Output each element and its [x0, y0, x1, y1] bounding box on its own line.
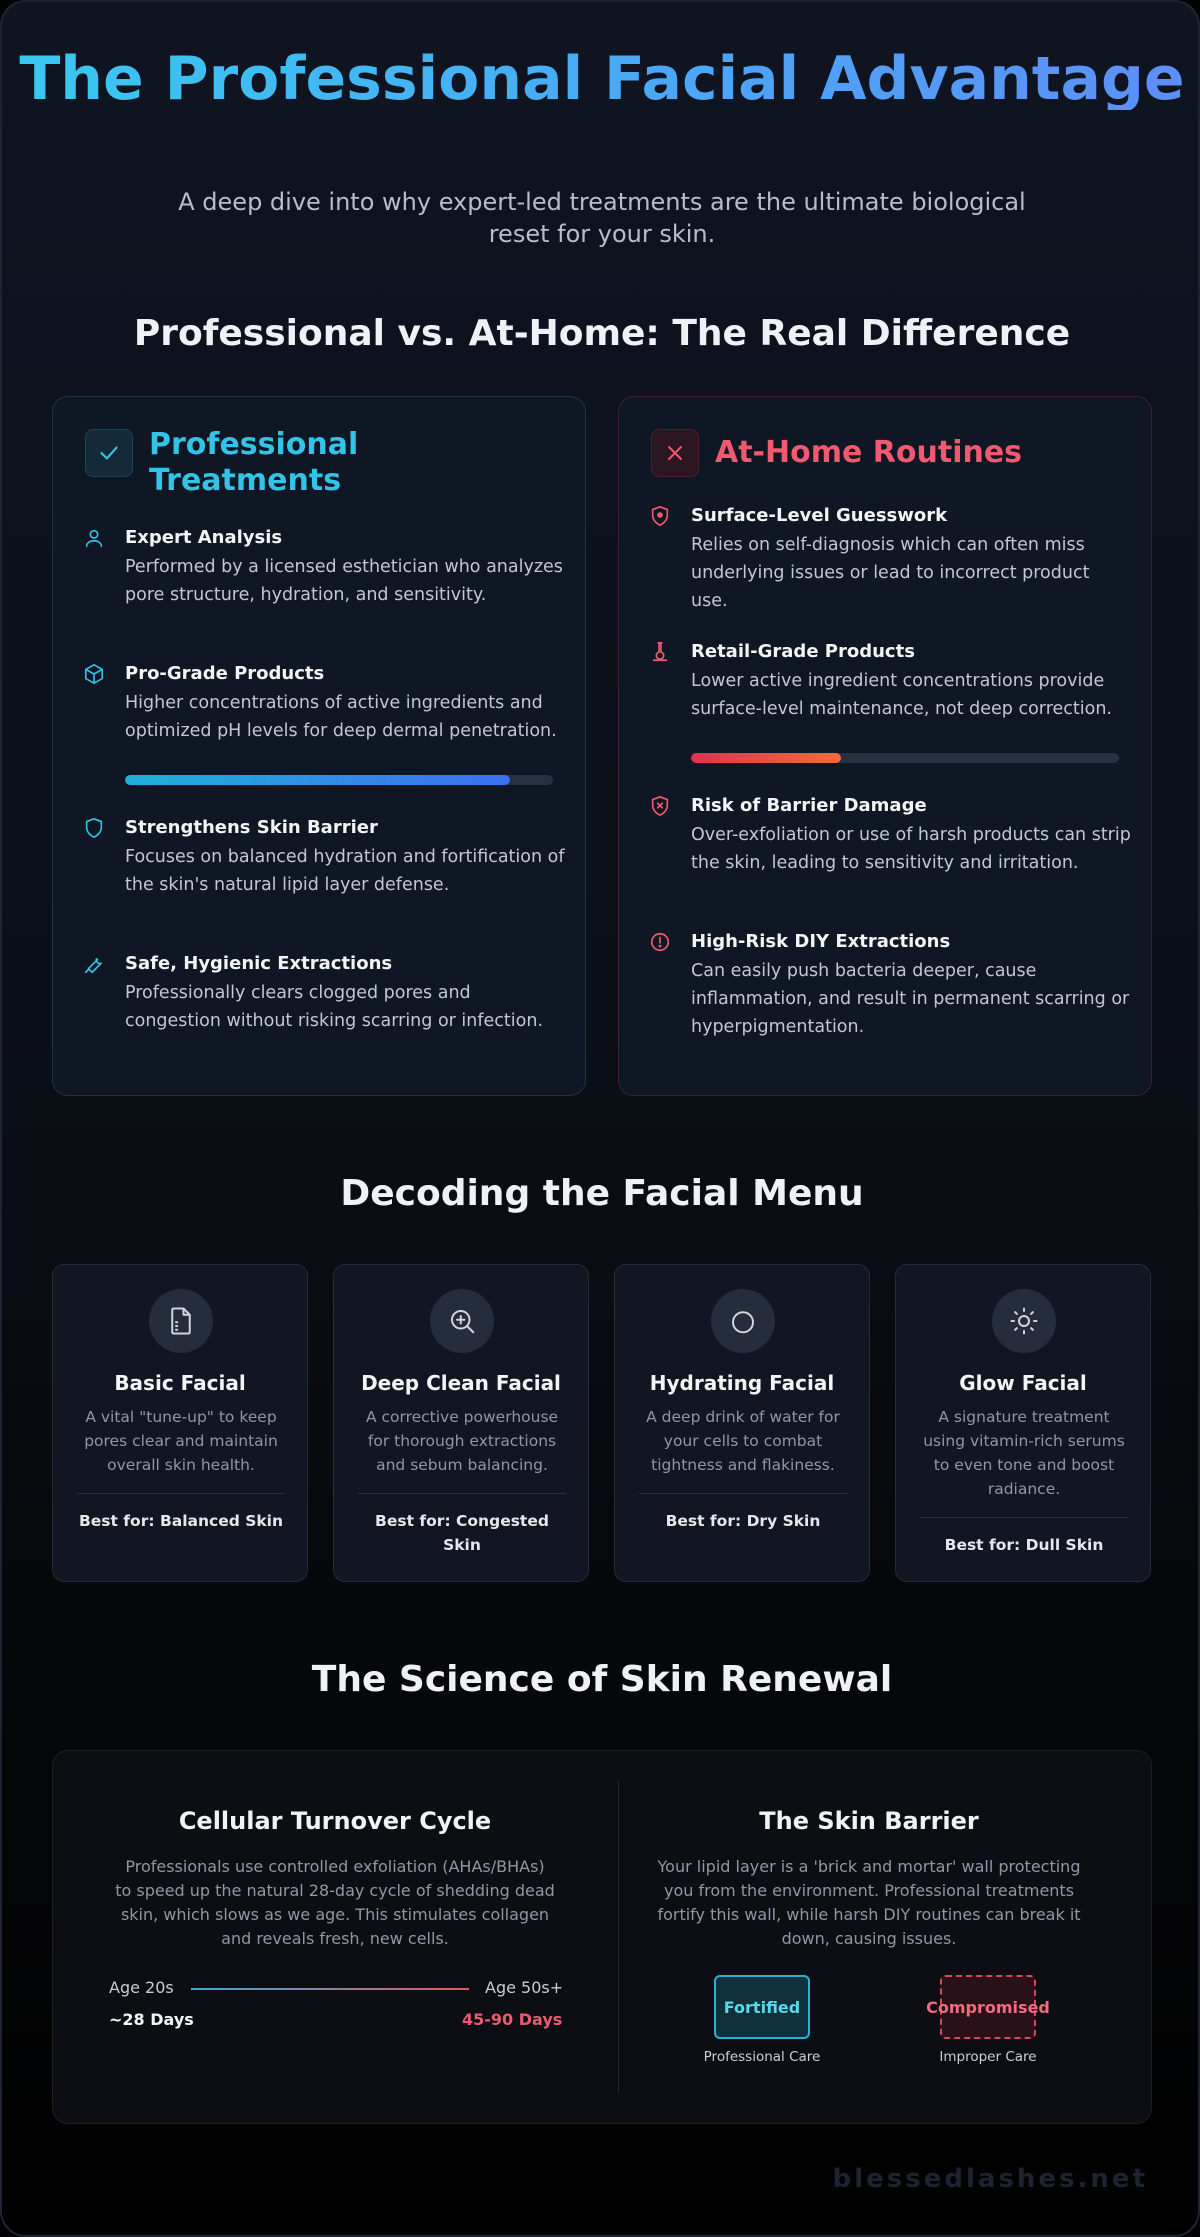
turnover-desc: Professionals use controlled exfoliation (AHAs/BHAs) to speed up the natural 28-day cycle of shedding dead skin, which slows as we age. This stimulates collagen and reveals fresh, new cells.: [115, 1857, 555, 1948]
compromised-caption: Improper Care: [939, 2049, 1037, 2065]
potency-bar: [125, 775, 553, 785]
feature-title: Retail-Grade Products: [691, 641, 915, 662]
potency-bar: [691, 753, 1119, 763]
zoom-in-icon: [430, 1289, 494, 1353]
menu-best-for: Best for: Dull Skin: [944, 1536, 1104, 1554]
menu-best-for: Best for: Congested Skin: [375, 1512, 549, 1554]
feature-title: Expert Analysis: [125, 527, 283, 548]
menu-title: Basic Facial: [114, 1371, 246, 1395]
document-icon: [149, 1289, 213, 1353]
professional-title: Professional Treatments: [149, 427, 359, 498]
feature-desc: Performed by a licensed esthetician who analyzes pore structure, hydration, and sensitivity.: [125, 557, 563, 605]
divider: [618, 1781, 619, 2093]
turnover-end-label: Age 50s+: [485, 1978, 564, 1997]
divider: [639, 1493, 847, 1494]
potency-bar-fill: [125, 775, 510, 785]
feature-desc: Can easily push bacteria deeper, cause inflammation, and result in permanent scarring or hyperpigmentation.: [691, 961, 1130, 1037]
wrench-icon: [83, 953, 107, 977]
science-panel: [52, 1750, 1152, 2124]
page-subtitle: A deep dive into why expert-led treatments are the ultimate biological reset for your skin.: [178, 188, 1026, 248]
divider: [358, 1493, 566, 1494]
turnover-title: Cellular Turnover Cycle: [178, 1807, 492, 1835]
menu-desc: A signature treatment using vitamin-rich serums to even tone and boost radiance.: [923, 1408, 1125, 1498]
feature-desc: Lower active ingredient concentrations provide surface-level maintenance, not deep correction.: [691, 671, 1112, 719]
feature-title: Strengthens Skin Barrier: [125, 817, 378, 838]
fortified-caption: Professional Care: [703, 2049, 821, 2065]
menu-card-hydrating: [614, 1264, 870, 1582]
menu-title: Glow Facial: [959, 1371, 1087, 1395]
check-icon: [85, 429, 133, 477]
feature-desc: Professionally clears clogged pores and congestion without risking scarring or infection.: [125, 983, 544, 1031]
fortified-badge: Fortified: [714, 1975, 810, 2039]
menu-card-deep-clean: [333, 1264, 589, 1582]
potency-bar-fill: [691, 753, 841, 763]
feature-desc: Higher concentrations of active ingredients and optimized pH levels for deep dermal penetration.: [125, 693, 557, 741]
site-watermark: blessedlashes.net: [832, 2164, 1148, 2194]
flask-icon: [649, 641, 673, 665]
alert-circle-icon: [649, 931, 673, 955]
feature-title: Safe, Hygienic Extractions: [125, 953, 393, 974]
science-heading: The Science of Skin Renewal: [311, 1659, 893, 1700]
professional-card: [52, 396, 586, 1096]
shield-question-icon: [649, 505, 673, 529]
turnover-start-label: Age 20s: [109, 1978, 174, 1997]
circle-icon: [711, 1289, 775, 1353]
x-icon: [651, 429, 699, 477]
compromised-badge: Compromised: [940, 1975, 1036, 2039]
user-icon: [83, 527, 107, 551]
divider: [77, 1493, 285, 1494]
divider: [920, 1517, 1128, 1518]
shield-x-icon: [649, 795, 673, 819]
shield-icon: [83, 817, 107, 841]
turnover-end-value: 45-90 Days: [462, 2010, 563, 2029]
feature-title: Pro-Grade Products: [125, 663, 325, 684]
menu-best-for: Best for: Balanced Skin: [78, 1512, 284, 1530]
at-home-title: At-Home Routines: [715, 435, 1023, 470]
menu-desc: A vital "tune-up" to keep pores clear and maintain overall skin health.: [84, 1408, 278, 1474]
turnover-timeline: [191, 1988, 469, 1990]
menu-desc: A deep drink of water for your cells to combat tightness and flakiness.: [646, 1408, 840, 1474]
menu-desc: A corrective powerhouse for thorough extractions and sebum balancing.: [365, 1408, 559, 1474]
feature-desc: Over-exfoliation or use of harsh products can strip the skin, leading to sensitivity and irritation.: [691, 825, 1131, 873]
barrier-desc: Your lipid layer is a 'brick and mortar' wall protecting you from the environment. Professional treatments fortify this wall, while harsh DIY routines can break it down, causing issues.: [657, 1857, 1081, 1948]
barrier-title: The Skin Barrier: [759, 1807, 979, 1835]
compare-heading: Professional vs. At-Home: The Real Difference: [133, 313, 1071, 354]
menu-card-glow: [895, 1264, 1151, 1582]
turnover-start-value: ~28 Days: [109, 2010, 194, 2029]
menu-heading: Decoding the Facial Menu: [340, 1173, 864, 1214]
feature-title: Risk of Barrier Damage: [691, 795, 927, 816]
sun-icon: [992, 1289, 1056, 1353]
menu-best-for: Best for: Dry Skin: [665, 1512, 821, 1530]
menu-title: Deep Clean Facial: [361, 1371, 561, 1395]
feature-title: Surface-Level Guesswork: [691, 505, 948, 526]
at-home-card: [618, 396, 1152, 1096]
feature-desc: Focuses on balanced hydration and fortification of the skin's natural lipid layer defense.: [125, 847, 565, 895]
feature-title: High-Risk DIY Extractions: [691, 931, 951, 952]
cube-icon: [83, 663, 107, 687]
page-title: The Professional Facial Advantage: [2, 48, 1200, 110]
menu-card-basic: [52, 1264, 308, 1582]
feature-desc: Relies on self-diagnosis which can often miss underlying issues or lead to incorrect product use.: [691, 535, 1090, 611]
menu-title: Hydrating Facial: [649, 1371, 835, 1395]
